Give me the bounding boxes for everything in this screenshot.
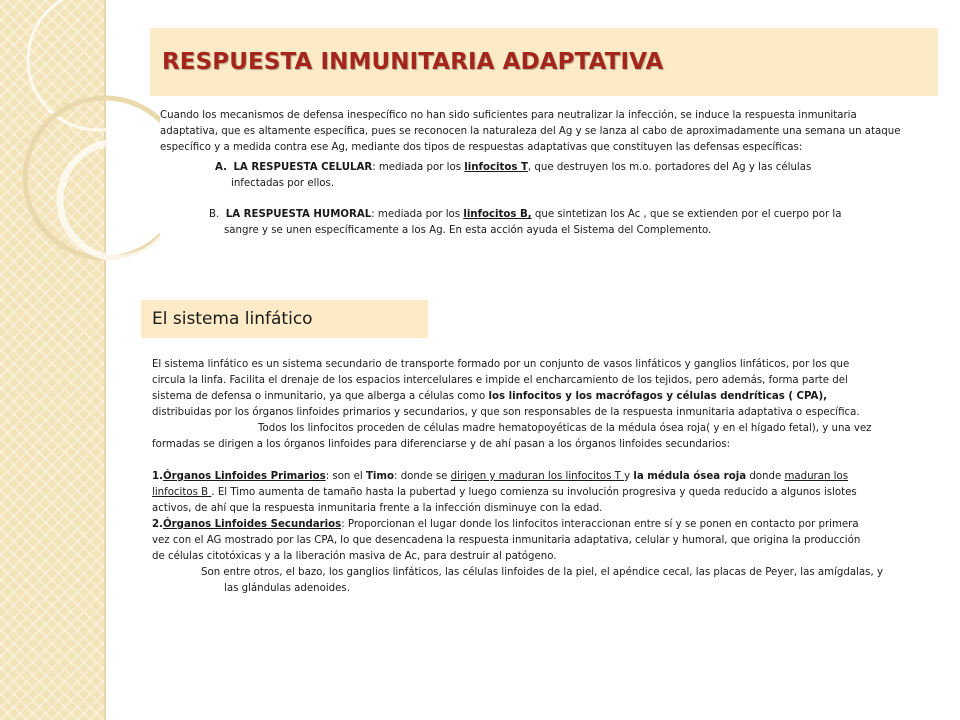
- section-subtitle: El sistema linfático: [152, 309, 313, 329]
- lymph-line: circula la linfa. Facilita el drenaje de los espacios intercelulares e impide el encharcamiento de los tejidos, pero además, forma parte del: [152, 375, 848, 386]
- slide-title: RESPUESTA INMUNITARIA ADAPTATIVA: [162, 49, 664, 75]
- lymph-text: donde: [746, 471, 785, 482]
- primary-organs-heading: Órganos Linfoides Primarios: [162, 471, 326, 482]
- lymphatic-paragraph: [152, 357, 883, 597]
- item-b-humoral: [209, 207, 841, 239]
- secondary-organs-line: [152, 517, 883, 533]
- item-a-marker: A.: [215, 162, 227, 173]
- lymph-line: vez con el AG mostrado por las CPA, lo que desencadena la respuesta inmunitaria adaptativa, celular y humoral, que origina la producción: [152, 535, 861, 546]
- lymph-line: las glándulas adenoides.: [224, 583, 350, 594]
- item-b-text: : mediada por los: [371, 209, 464, 220]
- medula-term: la médula ósea roja: [633, 471, 747, 482]
- lymph-line: [152, 389, 883, 405]
- lymph-line: formadas se dirigen a los órganos linfoides para diferenciarse y de ahí pasan a los órganos linfoides secundarios:: [152, 439, 731, 450]
- item-b-text2: que sintetizan los Ac , que se extienden por el cuerpo por la: [531, 209, 842, 220]
- secondary-organs-heading: Órganos Linfoides Secundarios: [162, 519, 342, 530]
- lymph-text: . El Timo aumenta de tamaño hasta la pubertad y luego comienza su involución progresiva y queda reducido a algunos islotes: [211, 487, 857, 498]
- intro-line: específico y a medida contra ese Ag, mediante dos tipos de respuestas adaptativas que constituyen las defensas específicas:: [160, 142, 803, 153]
- intro-line: Cuando los mecanismos de defensa inespecífico no han sido suficientes para neutralizar la infección, se induce la respuesta inmunitaria: [160, 110, 857, 121]
- lymph-text: sistema de defensa o inmunitario, ya que alberga a células como: [152, 391, 489, 402]
- decorative-rings: [0, 0, 160, 310]
- item-a-text2: , que destruyen los m.o. portadores del Ag y las células: [527, 162, 812, 173]
- lymph-line: de células citotóxicas y a la liberación masiva de Ac, para destruir al patógeno.: [152, 551, 557, 562]
- lymph-line: Todos los linfocitos proceden de células madre hematopoyéticas de la médula ósea roja( y en el hígado fetal), y una vez: [258, 423, 872, 434]
- item-a-cellular: [215, 160, 811, 192]
- lymph-underlined: linfocitos B: [152, 487, 212, 498]
- lymph-text: y: [624, 471, 634, 482]
- lymph-line: activos, de ahí que la respuesta inmunitaria frente a la infección disminuye con la edad.: [152, 503, 603, 514]
- title-bar: [150, 28, 938, 96]
- timo-term: Timo: [365, 471, 395, 482]
- item-b-line2: sangre y se unen específicamente a los Ag. En esta acción ayuda el Sistema del Complemento.: [224, 225, 712, 236]
- primary-number: 1.: [152, 471, 163, 482]
- item-a-label: LA RESPUESTA CELULAR: [233, 162, 373, 173]
- secondary-number: 2.: [152, 519, 163, 530]
- intro-line: adaptativa, que es altamente específica, pues se reconocen la naturaleza del Ag y se lanza al cabo de aproximadamente una semana un ataque: [160, 126, 901, 137]
- lymph-text: : Proporcionan el lugar donde los linfocitos interaccionan entre sí y se ponen en contacto por primera: [341, 519, 859, 530]
- lymph-bold-cells: los linfocitos y los macrófagos y células dendríticas ( CPA),: [488, 391, 827, 402]
- primary-organs-line: [152, 485, 883, 501]
- primary-organs-line: [152, 469, 883, 485]
- lymph-text: : donde se: [394, 471, 451, 482]
- subtitle-bar: [141, 300, 428, 338]
- lymph-underlined: dirigen y maduran los linfocitos T: [450, 471, 625, 482]
- lymph-line: El sistema linfático es un sistema secundario de transporte formado por un conjunto de vasos linfáticos y ganglios linfáticos, por los que: [152, 359, 850, 370]
- item-a-link: linfocitos T: [464, 162, 528, 173]
- intro-paragraph: [160, 108, 900, 156]
- item-b-link: linfocitos B,: [463, 209, 532, 220]
- lymph-line: Son entre otros, el bazo, los ganglios linfáticos, las células linfoides de la piel, el apéndice cecal, las placas de Peyer, las amígdalas, y: [201, 567, 883, 578]
- blank-line: [152, 453, 883, 469]
- item-b-label: LA RESPUESTA HUMORAL: [225, 209, 372, 220]
- lymph-underlined: maduran los: [784, 471, 849, 482]
- item-b-marker: B.: [209, 209, 220, 220]
- item-a-line2: infectadas por ellos.: [231, 178, 335, 189]
- item-a-text: : mediada por los: [372, 162, 465, 173]
- lymph-text: : son el: [325, 471, 366, 482]
- lymph-line: distribuidas por los órganos linfoides primarios y secundarios, y que son responsables de la respuesta inmunitaria adaptativa o específica.: [152, 407, 860, 418]
